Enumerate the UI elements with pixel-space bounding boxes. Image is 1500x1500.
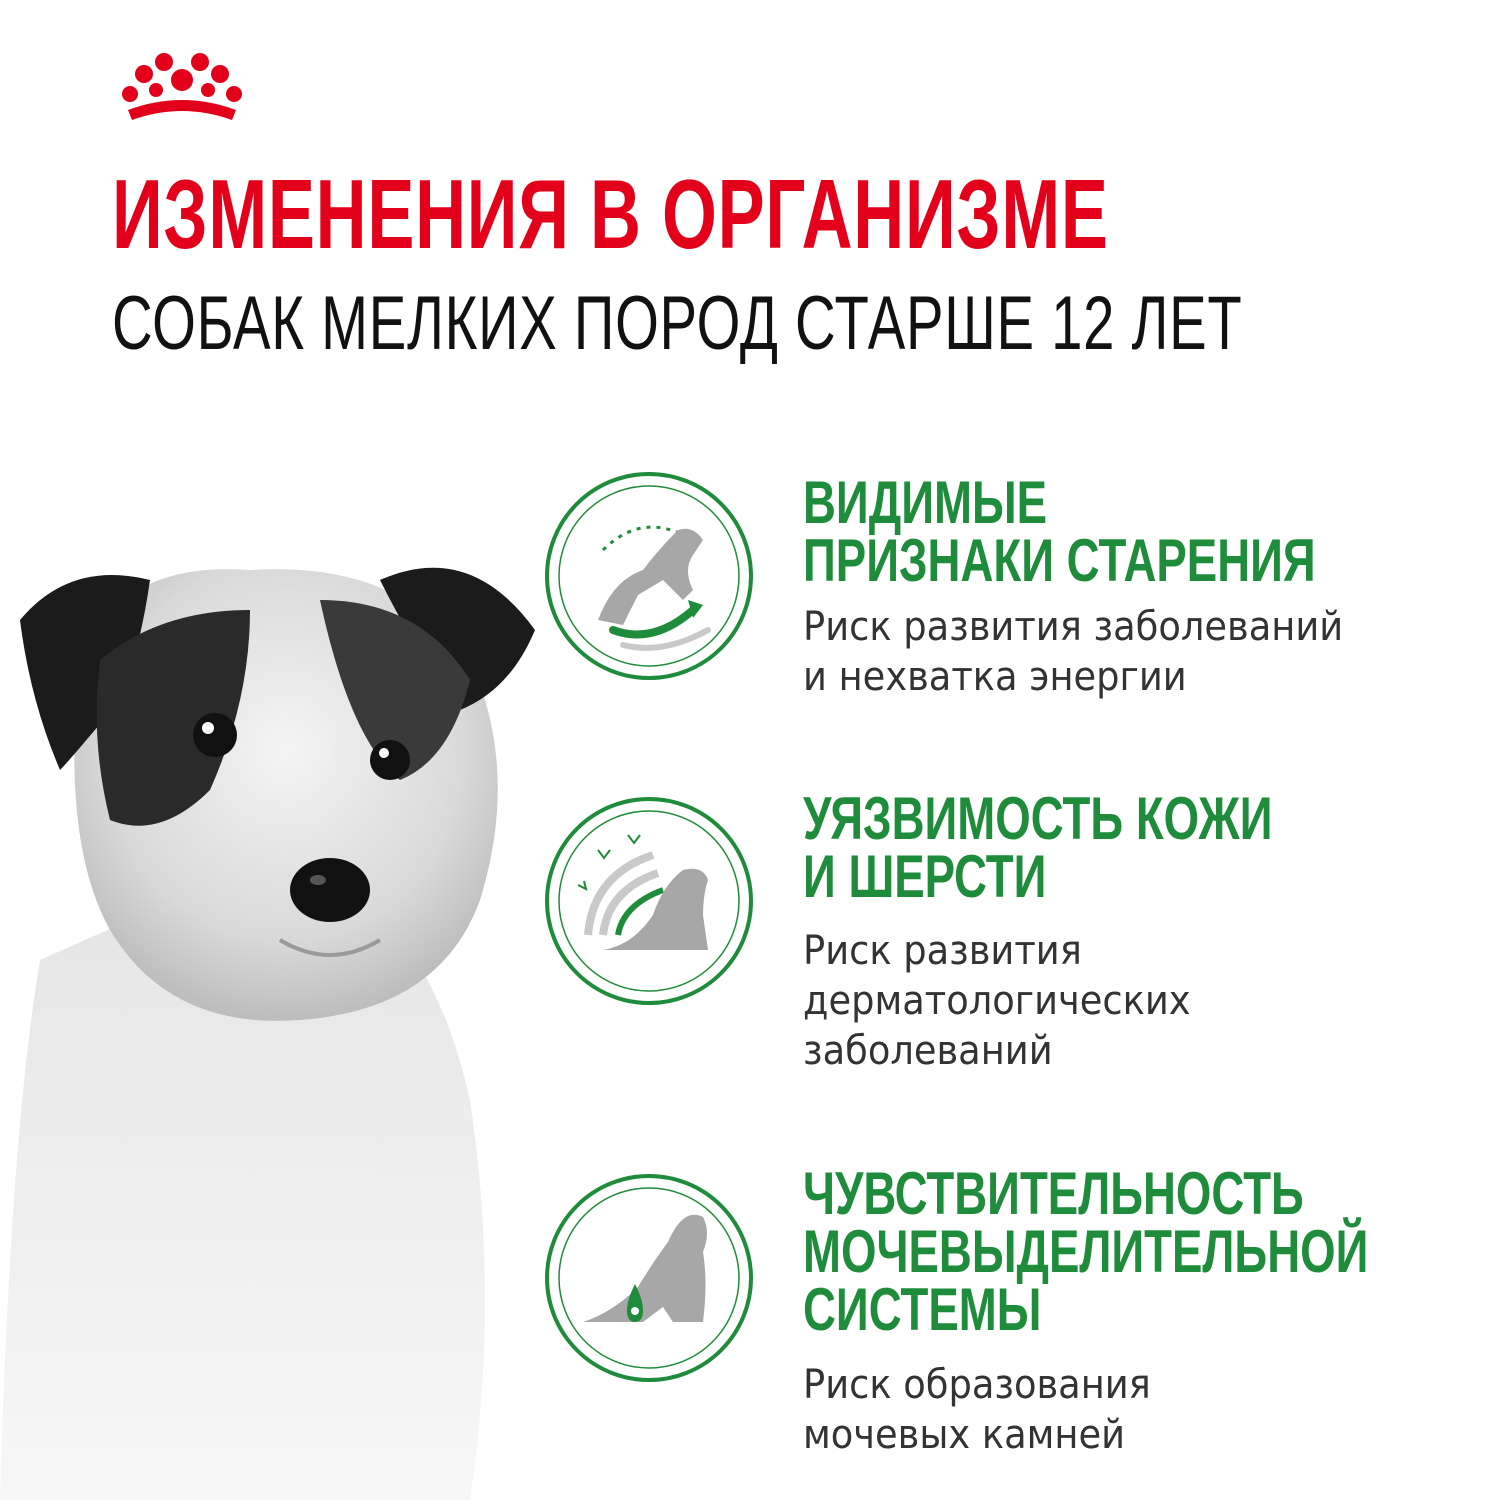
feature-desc-urinary: Риск образования мочевых камней bbox=[803, 1362, 1151, 1458]
page-title: ИЗМЕНЕНИЯ В ОРГАНИЗМЕ bbox=[112, 159, 1109, 269]
dog-urinary-drop-icon bbox=[543, 1172, 755, 1384]
dog-running-arrow-icon bbox=[543, 470, 755, 682]
dog-skin-coat-icon bbox=[543, 795, 755, 1007]
feature-title-urinary: ЧУВСТВИТЕЛЬНОСТЬ МОЧЕВЫДЕЛИТЕЛЬНОЙ СИСТЕМЫ bbox=[803, 1160, 1369, 1343]
feature-title-skin: УЯЗВИМОСТЬ КОЖИ И ШЕРСТИ bbox=[803, 785, 1273, 910]
crown-logo bbox=[118, 52, 246, 130]
feature-desc-aging: Риск развития заболеваний и нехватка энергии bbox=[803, 604, 1344, 700]
feature-title-aging: ВИДИМЫЕ ПРИЗНАКИ СТАРЕНИЯ bbox=[803, 469, 1316, 594]
dog-photo bbox=[0, 540, 560, 1500]
page-subtitle: СОБАК МЕЛКИХ ПОРОД СТАРШЕ 12 ЛЕТ bbox=[112, 281, 1243, 366]
feature-desc-skin: Риск развития дерматологических заболеваний bbox=[803, 928, 1191, 1074]
